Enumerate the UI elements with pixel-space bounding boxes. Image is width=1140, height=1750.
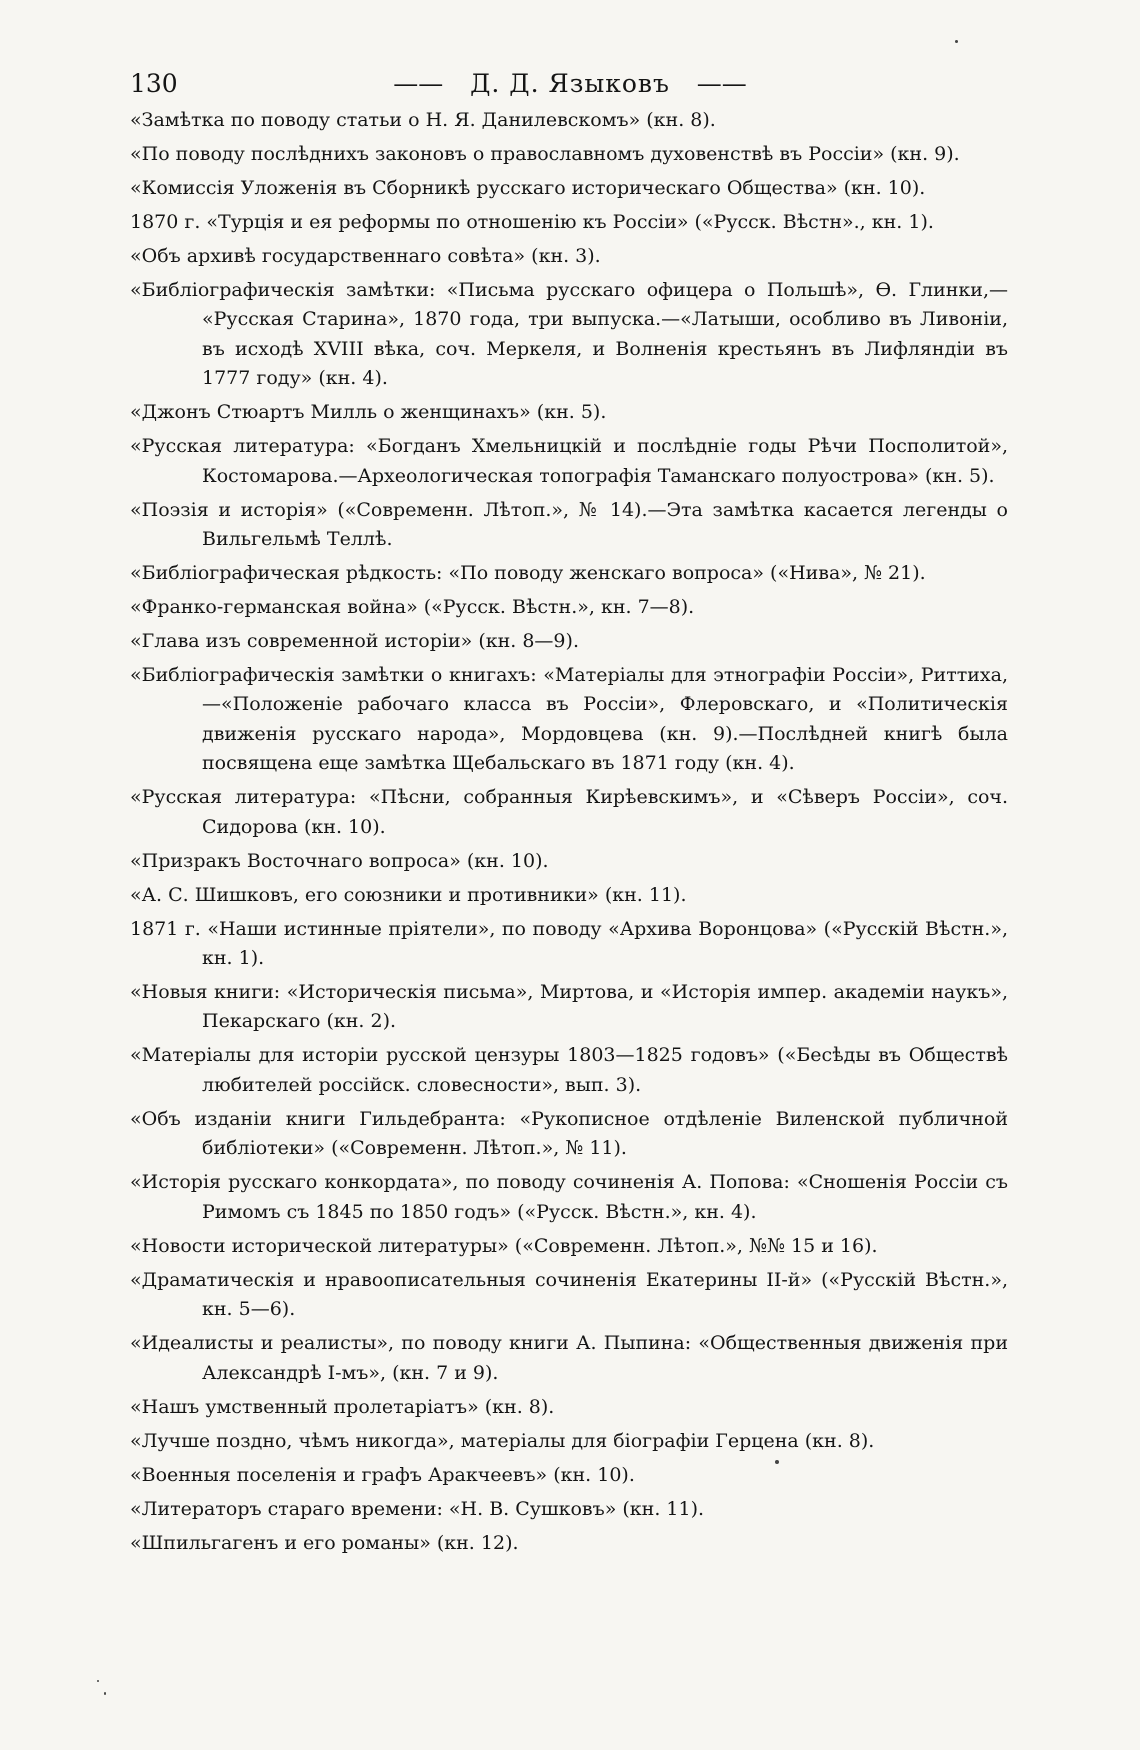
bibliography-entry: «Русская литература: «Пѣсни, собранныя Кирѣевскимъ», и «Сѣверъ Россіи», соч. Сидорова (кн. 10). <box>130 786 1008 838</box>
bibliography-entry: «Нашъ умственный пролетаріатъ» (кн. 8). <box>130 1395 555 1418</box>
bibliography-entry: «Замѣтка по поводу статьи о Н. Я. Данилевскомъ» (кн. 8). <box>130 109 716 131</box>
bibliography-entry: «Исторія русскаго конкордата», по поводу сочиненія А. Попова: «Сношенія Россіи съ Римомъ съ 1845 по 1850 годъ» («Русск. Вѣстн.», кн. 4). <box>130 1171 1008 1223</box>
bibliography-entry: «Новыя книги: «Историческія письма», Миртова, и «Исторія импер. академіи наукъ», Пекарскаго (кн. 2). <box>130 981 1008 1033</box>
bibliography-entry: «Комиссія Уложенія въ Сборникѣ русскаго историческаго Общества» (кн. 10). <box>130 177 926 199</box>
bibliography-entry: «Глава изъ современной исторіи» (кн. 8—9). <box>130 630 579 653</box>
page-number: 130 <box>130 69 178 98</box>
bibliography-entry: «Поэзія и исторія» («Современн. Лѣтоп.», № 14).—Эта замѣтка касается легенды о Вильгельмѣ Теллѣ. <box>130 498 1008 551</box>
ink-speck <box>97 1680 99 1682</box>
bibliography-entry: «По поводу послѣднихъ законовъ о православномъ духовенствѣ въ Россіи» (кн. 9). <box>130 143 960 165</box>
bibliography-entry: «Русская литература: «Богданъ Хмельницкій и послѣдніе годы Рѣчи Посполитой», Костомарова.—Археологическая топографія Таманскаго полуострова» (кн. 5). <box>130 435 1008 487</box>
bibliography-entry: «Франко-германская война» («Русск. Вѣстн.», кн. 7—8). <box>130 596 695 619</box>
bibliography-list <box>130 106 1008 1563</box>
bibliography-entry: «Объ архивѣ государственнаго совѣта» (кн. 3). <box>130 245 601 267</box>
bibliography-entry: «А. С. Шишковъ, его союзники и противники» (кн. 11). <box>130 883 687 906</box>
bibliography-entry: «Военныя поселенія и графъ Аракчеевъ» (кн. 10). <box>130 1463 635 1486</box>
bibliography-entry: «Объ изданіи книги Гильдебранта: «Рукописное отдѣленіе Виленской публичной библіотеки» («Современн. Лѣтоп.», № 11). <box>130 1107 1008 1160</box>
ink-speck <box>104 1692 106 1695</box>
header-dash-right: —— <box>696 69 747 98</box>
bibliography-entry: «Призракъ Восточнаго вопроса» (кн. 10). <box>130 849 549 872</box>
bibliography-entry: «Библіографическія замѣтки о книгахъ: «Матеріалы для этнографіи Россіи», Риттиха,—«Положеніе рабочаго класса въ Россіи», Флеровскаго, и «Политическія движенія русскаго народа», Мордовцева (кн. 9).—Послѣдней книгѣ была посвящена еще замѣтка Щебальскаго въ 1871 году (кн. 4). <box>130 664 1008 775</box>
ink-speck <box>955 40 958 43</box>
bibliography-entry: «Шпильгагенъ и его романы» (кн. 12). <box>130 1531 519 1554</box>
bibliography-entry: «Матеріалы для исторіи русской цензуры 1803—1825 годовъ» («Бесѣды въ Обществѣ любителей россійск. словесности», вып. 3). <box>130 1044 1008 1096</box>
bibliography-entry: «Драматическія и нравоописательныя сочиненія Екатерины II-й» («Русскій Вѣстн.», кн. 5—6). <box>130 1268 1008 1321</box>
bibliography-entry: 1870 г. «Турція и ея реформы по отношенію къ Россіи» («Русск. Вѣстн»., кн. 1). <box>130 211 934 233</box>
bibliography-entry: «Новости исторической литературы» («Современн. Лѣтоп.», №№ 15 и 16). <box>130 1234 878 1257</box>
bibliography-entry: «Литераторъ стараго времени: «Н. В. Сушковъ» (кн. 11). <box>130 1497 705 1520</box>
bibliography-entry: «Лучше поздно, чѣмъ никогда», матеріалы для біографіи Герцена (кн. 8). <box>130 1429 875 1452</box>
page-header <box>130 66 1010 106</box>
running-head-title: Д. Д. Языковъ <box>470 69 670 98</box>
header-dash-left: —— <box>393 69 444 98</box>
bibliography-entry: «Джонъ Стюартъ Милль о женщинахъ» (кн. 5). <box>130 401 607 424</box>
bibliography-entry: «Идеалисты и реалисты», по поводу книги А. Пыпина: «Общественныя движенія при Александрѣ І-мъ», (кн. 7 и 9). <box>130 1332 1008 1384</box>
bibliography-entry: «Библіографическія замѣтки: «Письма русскаго офицера о Польшѣ», Ѳ. Глинки,— «Русская Старина», 1870 года, три выпуска.—«Латыши, особливо въ Ливоніи, въ исходѣ XVIII вѣка, соч. Меркеля, и Волненія крестьянъ въ Лифляндіи въ 1777 году» (кн. 4). <box>130 279 1008 390</box>
ink-speck <box>775 1460 779 1464</box>
running-head <box>130 66 1010 102</box>
bibliography-entry: «Библіографическая рѣдкость: «По поводу женскаго вопроса» («Нива», № 21). <box>130 562 926 585</box>
bibliography-entry: 1871 г. «Наши истинные пріятели», по поводу «Архива Воронцова» («Русскій Вѣстн.», кн. 1). <box>130 917 1008 970</box>
